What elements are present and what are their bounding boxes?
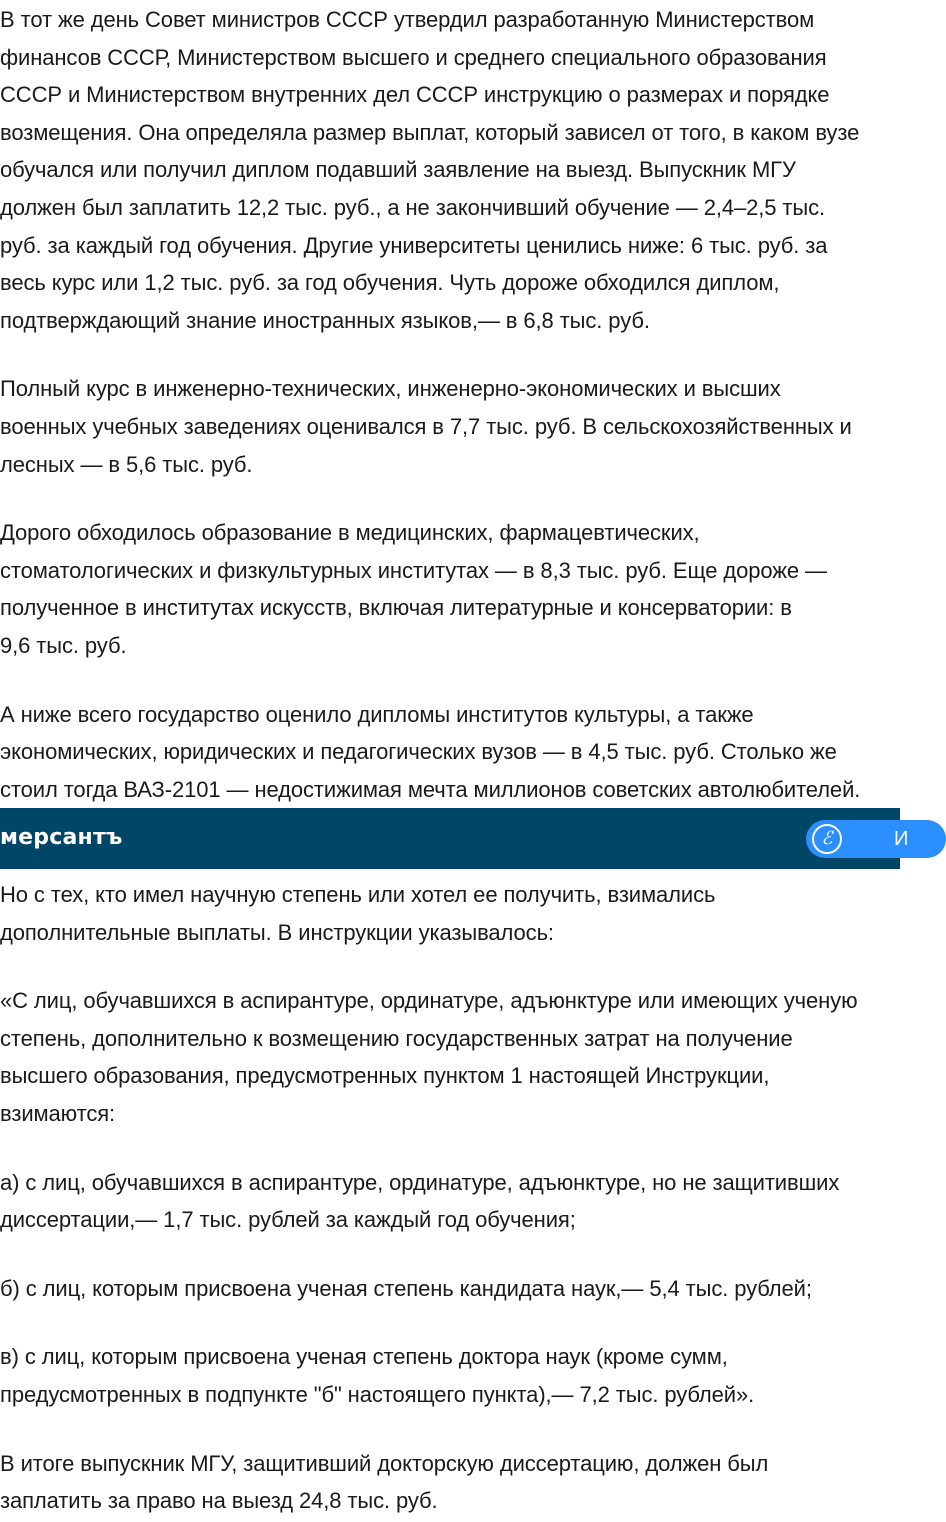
paragraph-line: военных учебных заведениях оценивался в 7,7 тыс. руб. В сельскохозяйственных и bbox=[0, 413, 852, 439]
article-paragraph bbox=[0, 1270, 900, 1308]
paragraph-line: предусмотренных в подпункте "б" настоящего пункта),— 7,2 тыс. рублей». bbox=[0, 1381, 755, 1407]
paragraph-line: 9,6 тыс. руб. bbox=[0, 632, 127, 658]
article-paragraph bbox=[0, 514, 900, 664]
paragraph-line: «С лиц, обучавшихся в аспирантуре, ординатуре, адъюнктуре или имеющих ученую bbox=[0, 988, 858, 1014]
paragraph-line: высшего образования, предусмотренных пунктом 1 настоящей Инструкции, bbox=[0, 1063, 770, 1089]
paragraph-line: б) с лиц, которым присвоена ученая степень кандидата наук,— 5,4 тыс. рублей; bbox=[0, 1275, 812, 1301]
paragraph-line: лесных — в 5,6 тыс. руб. bbox=[0, 451, 253, 477]
paragraph-gap bbox=[0, 483, 900, 514]
article-paragraph bbox=[0, 1, 900, 339]
paragraph-line: экономических, юридических и педагогических вузов — в 4,5 тыс. руб. Столько же bbox=[0, 739, 837, 765]
article-paragraph bbox=[0, 370, 900, 483]
paragraph-gap bbox=[0, 1133, 900, 1164]
paragraph-line: стоматологических и физкультурных институтах — в 8,3 тыс. руб. Еще дороже — bbox=[0, 557, 827, 583]
paragraph-line: Но с тех, кто имел научную степень или хотел ее получить, взимались bbox=[0, 882, 716, 907]
paragraph-gap bbox=[0, 339, 900, 370]
paragraph-line: А ниже всего государство оценило дипломы институтов культуры, а также bbox=[0, 701, 754, 727]
article-body-bottom bbox=[0, 876, 900, 1520]
article-paragraph bbox=[0, 876, 900, 951]
paragraph-line: а) с лиц, обучавшихся в аспирантуре, ординатуре, адъюнктуре, но не защитивших bbox=[0, 1169, 840, 1195]
paragraph-line: весь курс или 1,2 тыс. руб. за год обучения. Чуть дороже обходился диплом, bbox=[0, 270, 780, 296]
paragraph-line: заплатить за право на выезд 24,8 тыс. руб. bbox=[0, 1488, 438, 1514]
header-widget-button[interactable] bbox=[806, 820, 946, 858]
paragraph-line: обучался или получил диплом подавший заявление на выезд. Выпускник МГУ bbox=[0, 157, 796, 183]
paragraph-line: Дорого обходилось образование в медицинских, фармацевтических, bbox=[0, 520, 700, 546]
article-paragraph bbox=[0, 1445, 900, 1520]
paragraph-line: финансов СССР, Министерством высшего и среднего специального образования bbox=[0, 44, 827, 70]
paragraph-gap bbox=[0, 951, 900, 982]
article-paragraph bbox=[0, 696, 900, 809]
article-body-top bbox=[0, 1, 900, 808]
paragraph-line: в) с лиц, которым присвоена ученая степень доктора наук (кроме сумм, bbox=[0, 1344, 728, 1370]
paragraph-line: СССР и Министерством внутренних дел СССР инструкцию о размерах и порядке bbox=[0, 82, 830, 108]
paragraph-line: полученное в институтах искусств, включая литературные и консерватории: в bbox=[0, 595, 792, 621]
paragraph-line: возмещения. Она определяла размер выплат, который зависел от того, в каком вузе bbox=[0, 119, 860, 145]
paragraph-gap bbox=[0, 1307, 900, 1338]
paragraph-line: должен был заплатить 12,2 тыс. руб., а не закончивший обучение — 2,4–2,5 тыс. bbox=[0, 194, 826, 220]
article-paragraph bbox=[0, 1164, 900, 1239]
paragraph-line: В итоге выпускник МГУ, защитивший докторскую диссертацию, должен был bbox=[0, 1450, 769, 1476]
sticky-header bbox=[0, 808, 909, 869]
paragraph-line: В тот же день Совет министров СССР утвердил разработанную Министерством bbox=[0, 7, 815, 32]
paragraph-line: руб. за каждый год обучения. Другие университеты ценились ниже: 6 тыс. руб. за bbox=[0, 232, 828, 258]
article-paragraph bbox=[0, 982, 900, 1132]
paragraph-gap bbox=[0, 1414, 900, 1445]
paragraph-line: дополнительные выплаты. В инструкции указывалось: bbox=[0, 919, 554, 945]
paragraph-line: Полный курс в инженерно-технических, инженерно-экономических и высших bbox=[0, 376, 781, 402]
kommersant-e-icon: ℰ bbox=[812, 824, 842, 854]
paragraph-line: стоил тогда ВАЗ-2101 — недостижимая мечта миллионов советских автолюбителей. bbox=[0, 776, 861, 802]
article-paragraph bbox=[0, 1338, 900, 1413]
paragraph-line: диссертации,— 1,7 тыс. рублей за каждый год обучения; bbox=[0, 1207, 576, 1233]
paragraph-line: взимаются: bbox=[0, 1100, 116, 1126]
kommersant-logo[interactable]: мерсантъ bbox=[0, 825, 123, 850]
header-widget-label: И bbox=[894, 828, 909, 850]
paragraph-gap bbox=[0, 1239, 900, 1270]
paragraph-gap bbox=[0, 665, 900, 696]
paragraph-line: степень, дополнительно к возмещению государственных затрат на получение bbox=[0, 1025, 793, 1051]
paragraph-line: подтверждающий знание иностранных языков,— в 6,8 тыс. руб. bbox=[0, 307, 650, 333]
